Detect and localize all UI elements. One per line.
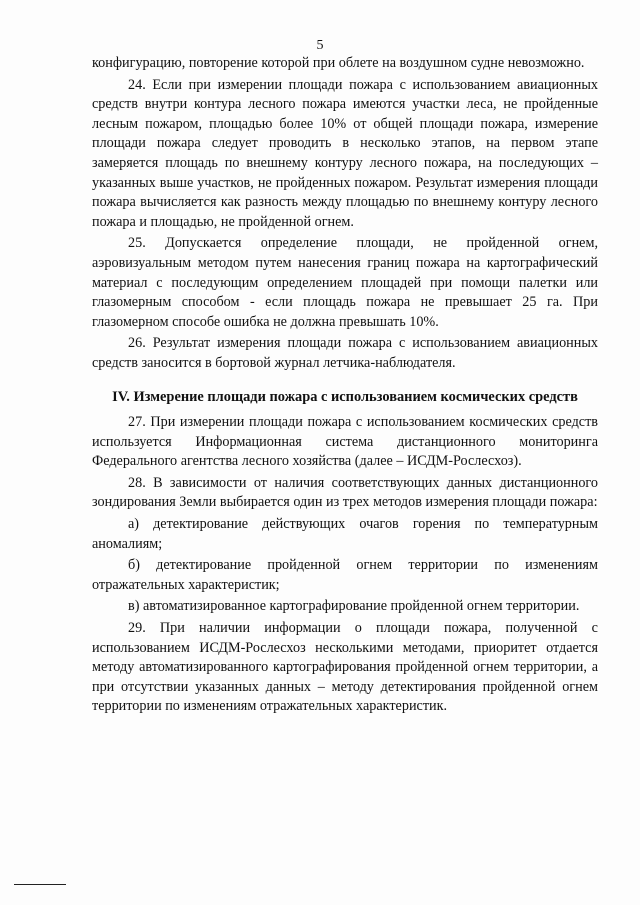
paragraph-continuation: конфигурацию, повторение которой при облете на воздушном судне невозможно. xyxy=(92,55,585,71)
document-body xyxy=(92,54,598,719)
paragraph-24: 24. Если при измерении площади пожара с использованием авиационных средств внутри контура лесного пожара имеются участки леса, не пройденные лесным пожаром, площадью более 10% от общей площади пожара, измерение площади пожара следует проводить в несколько этапов, на первом этапе замеряется площадь по внешнему контуру лесного пожара, на последующих – указанных выше участков, не пройденных пожаром. Результат измерения площади пожара вычисляется как разность между площадью по внешнему контуру лесного пожара и площадью, не пройденной огнем. xyxy=(92,76,598,230)
list-item-a: а) детектирование действующих очагов горения по температурным аномалиям; xyxy=(92,516,598,552)
page-number: 5 xyxy=(316,38,324,53)
section-heading-iv: IV. Измерение площади пожара с использованием космических средств xyxy=(112,388,578,405)
paragraph-26: 26. Результат измерения площади пожара с использованием авиационных средств заносится в бортовой журнал летчика-наблюдателя. xyxy=(92,335,598,371)
paragraph-29: 29. При наличии информации о площади пожара, полученной с использованием ИСДМ-Рослесхоз несколькими методами, приоритет отдается методу автоматизированного картографирования пройденной огнем территории, а при отсутствии указанных данных – методу детектирования пройденной огнем территории по изменениям отражательных характеристик. xyxy=(92,620,598,715)
paragraph-25: 25. Допускается определение площади, не пройденной огнем, аэровизуальным методом путем нанесения границ пожара на картографический материал с последующим определением площадей при помощи палетки или глазомерным способом - если площадь пожара не превышает 25 га. При глазомерном способе ошибка не должна превышать 10%. xyxy=(92,235,598,330)
list-item-c: в) автоматизированное картографирование пройденной огнем территории. xyxy=(128,598,580,615)
paragraph-28: 28. В зависимости от наличия соответствующих данных дистанционного зондирования Земли выбирается один из трех методов измерения площади пожара: xyxy=(92,474,598,511)
list-item-b: б) детектирование пройденной огнем территории по изменениям отражательных характеристик; xyxy=(92,557,598,593)
paragraph-27: 27. При измерении площади пожара с использованием космических средств используется Информационная система дистанционного мониторинга Федерального агентства лесного хозяйства (далее – ИСДМ-Рослесхоз). xyxy=(92,414,598,470)
footnote-divider xyxy=(14,884,66,885)
